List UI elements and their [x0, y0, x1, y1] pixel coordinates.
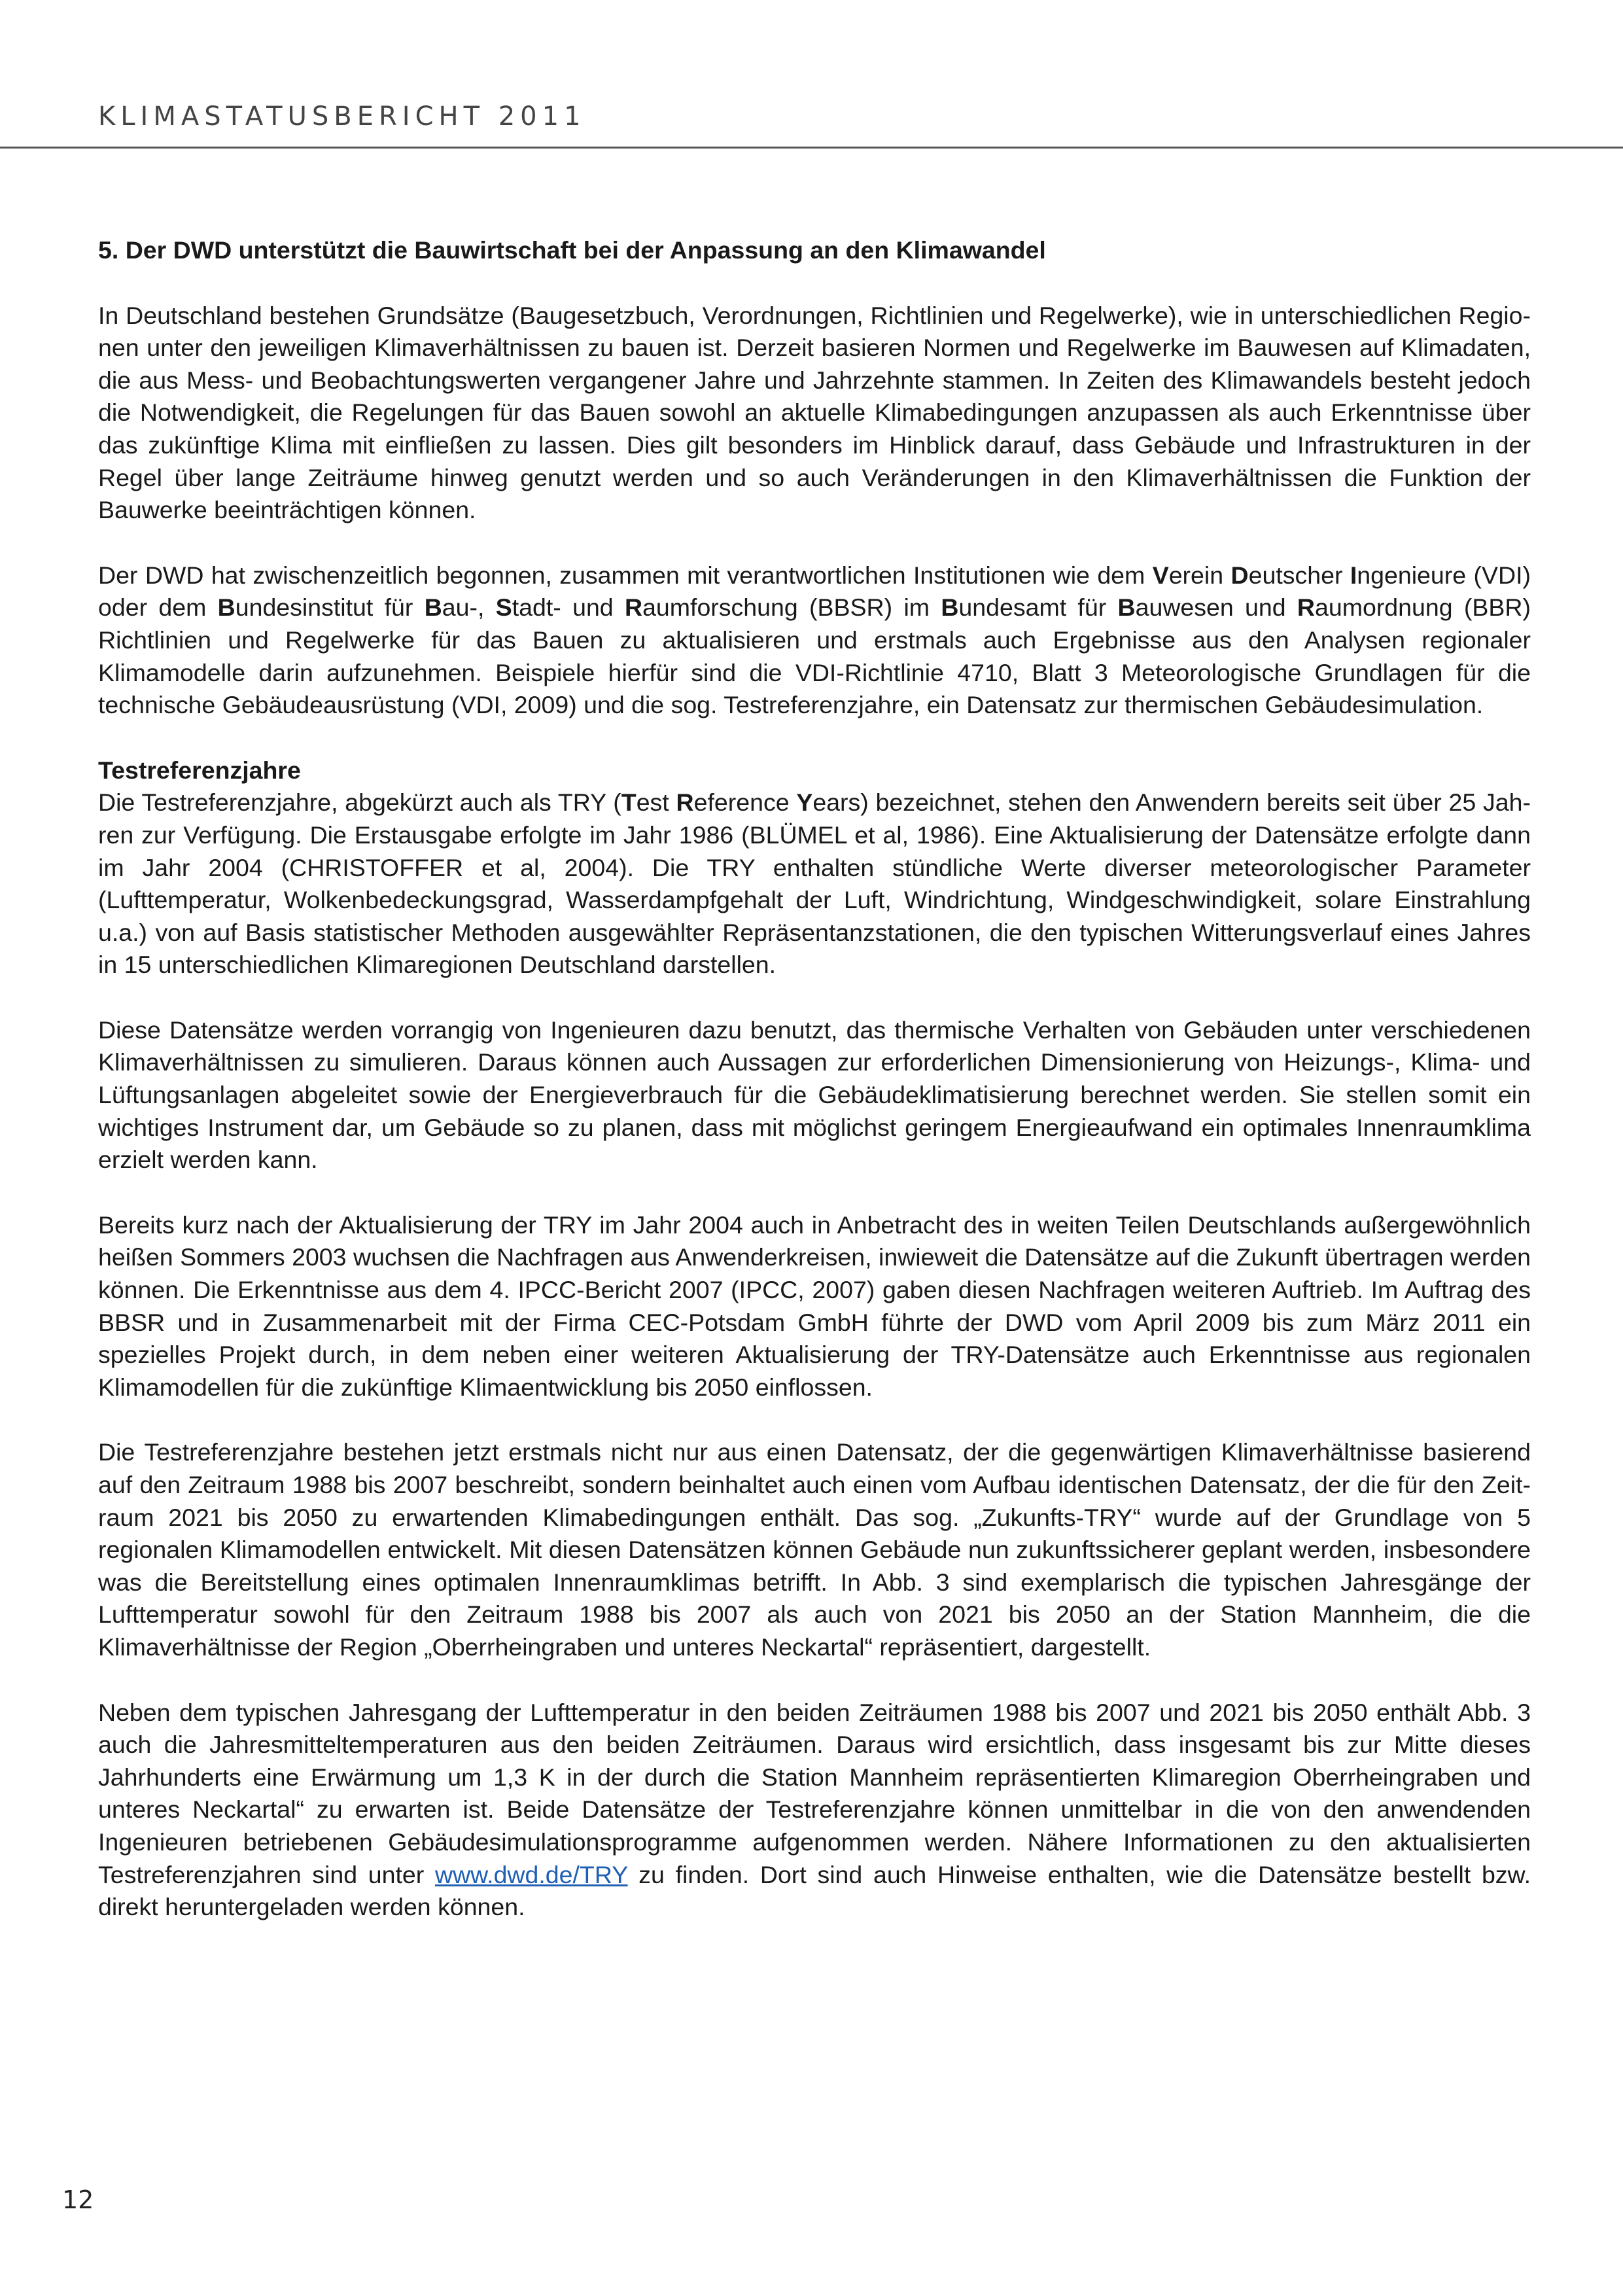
paragraph-1: In Deutschland bestehen Grundsätze (Baugesetzbuch, Verordnungen, Richtlinien und Regelwerke), wie in unterschiedlichen Regionen unter den jeweiligen Klimaverhältnissen zu bauen ist. Derzeit basieren Normen und Regelwerke im Bauwesen auf Klimadaten, die aus Mess- und Beobachtungswerten vergangener Jahre und Jahrzehnte stammen. In Zeiten des Klimawandels besteht jedoch die Notwendigkeit, die Regelungen für das Bauen sowohl an aktuelle Klimabedingungen anzupassen als auch Erkenntnisse über das zukünftige Klima mit einfließen zu lassen. Dies gilt besonders im Hinblick darauf, dass Gebäude und Infrastrukturen in der Regel über lange Zeiträume hinweg genutzt werden und so auch Veränderungen in den Klimaverhältnissen die Funktion der Bauwerke beeinträchtigen können. — [98, 301, 1531, 524]
initial-letter: B — [1117, 593, 1136, 622]
initial-letter: D — [1230, 561, 1249, 589]
initial-letter: B — [941, 593, 959, 622]
text-span: auwesen und — [1135, 593, 1297, 622]
text-span: erein — [1168, 561, 1231, 589]
text-span: est — [636, 788, 676, 817]
paragraph-6: Die Testreferenzjahre bestehen jetzt erstmals nicht nur aus einen Datensatz, der die gegenwärtigen Klimaverhältnisse basierend auf den Zeitraum 1988 bis 2007 beschreibt, sondern beinhaltet auch einen vom Aufbau identischen Datensatz, der die für den Zeitraum 2021 bis 2050 zu erwartenden Klimabedingungen enthält. Das sog. „Zukunfts-TRY“ wurde auf der Grundlage von 5 regionalen Klimamodellen entwickelt. Mit diesen Datensätzen können Gebäude nun zukunftssicherer geplant werden, insbesondere was die Bereitstellung eines optimalen Innenraumklimas betrifft. In Abb. 3 sind exemplarisch die typischen Jahresgänge der Lufttemperatur sowohl für den Zeitraum 1988 bis 2007 als auch von 2021 bis 2050 an der Station Mannheim, die die Klimaverhältnisse der Region „Oberrheingraben und unteres Neckartal“ repräsentiert, dargestellt. — [98, 1438, 1531, 1661]
paragraph-4: Diese Datensätze werden vorrangig von Ingenieuren dazu benutzt, das thermische Verhalten von Gebäuden unter verschiedenen Klimaverhältnissen zu simulieren. Daraus können auch Aussagen zur erforderlichen Dimensionierung von Heizungs-, Klima- und Lüftungsanlagen abgeleitet sowie der Energieverbrauch für die Gebäudeklimatisierung berechnet werden. Sie stellen somit ein wichtiges Instrument dar, um Gebäude so zu planen, dass mit möglichst geringem Energieaufwand ein optimales Innenraumklima erzielt werden kann. — [98, 1016, 1531, 1174]
text-span: aumordnung (BBR) Richtlinien und Regelwerke für das Bauen zu aktualisieren und erstmals auch Ergebnisse aus den Analysen regionaler Klimamodelle darin aufzunehmen. Beispiele hierfür sind die VDI-Richtlinie 4710, Blatt 3 Meteorologische Grundlagen für die technische Gebäudeausrüstung (VDI, 2009) und die sog. Testreferenzjahre, ein Datensatz zur thermischen Gebäudesimulation. — [98, 593, 1531, 719]
paragraph-3 — [98, 786, 1531, 981]
article-body — [98, 234, 1531, 1956]
paragraph-7 — [98, 1697, 1531, 1924]
paragraph-2 — [98, 559, 1531, 722]
initial-letter: T — [621, 788, 637, 817]
initial-letter: S — [495, 593, 512, 622]
running-header-title: KLIMASTATUSBERICHT 2011 — [98, 101, 586, 132]
text-span: undesamt für — [958, 593, 1118, 622]
paragraph-5: Bereits kurz nach der Aktualisierung der TRY im Jahr 2004 auch in Anbetracht des in weiten Teilen Deutschlands außergewöhnlich heißen Sommers 2003 wuchsen die Nachfragen aus Anwenderkreisen, inwieweit die Datensätze auf die Zukunft übertragen werden können. Die Erkenntnisse aus dem 4. IPCC-Bericht 2007 (IPCC, 2007) gaben diesen Nachfragen weiteren Auftrieb. Im Auftrag des BBSR und in Zusammenarbeit mit der Firma CEC-Potsdam GmbH führte der DWD vom April 2009 bis zum März 2011 ein spezielles Projekt durch, in dem neben einer weiteren Aktualisierung der TRY-Datensätze auch Erkenntnisse aus regionalen Klimamodellen für die zukünftige Klimaentwicklung bis 2050 einflossen. — [98, 1210, 1531, 1401]
initial-letter: B — [424, 593, 442, 622]
text-span: eutscher — [1248, 561, 1350, 589]
text-span: Die Testreferenzjahre, abgekürzt auch als TRY ( — [98, 788, 621, 817]
text-span: ears) bezeichnet, stehen den Anwendern bereits seit über 25 Jahren zur Verfügung. Die Erstausgabe erfolgte im Jahr 1986 (BLÜMEL et al, 1986). Eine Aktualisierung der Datensätze erfolgte dann im Jahr 2004 (CHRISTOFFER et al, 2004). Die TRY enthalten stündliche Werte diverser meteorologischer Parameter (Lufttemperatur, Wolkenbedeckungsgrad, Wasserdampfgehalt der Luft, Windrichtung, Windgeschwindigkeit, solare Einstrahlung u.a.) von auf Basis statistischer Methoden ausgewählter Repräsentanzstationen, die den typischen Witterungsverlauf eines Jahres in 15 unterschiedlichen Klimaregionen Deutschland darstellen. — [98, 788, 1531, 979]
text-span: Der DWD hat zwischenzeitlich begonnen, zusammen mit verantwortlichen Institutionen wie dem — [98, 561, 1153, 589]
text-span: aumforschung (BBSR) im — [642, 593, 941, 622]
initial-letter: B — [217, 593, 236, 622]
initial-letter: R — [1297, 593, 1316, 622]
text-span: ngenieure (VDI) oder dem — [98, 561, 1531, 622]
initial-letter: I — [1350, 561, 1357, 589]
initial-letter: R — [676, 788, 694, 817]
text-span: Neben dem typischen Jahresgang der Lufttemperatur in den beiden Zeiträumen 1988 bis 2007 und 2021 bis 2050 enthält Abb. 3 auch die Jahresmitteltemperaturen aus den beiden Zeiträumen. Daraus wird ersichtlich, dass insgesamt bis zur Mitte dieses Jahrhunderts eine Erwärmung um 1,3 K in der durch die Station Mannheim repräsentierten Klimaregion Oberrheingraben und unteres Neckartal“ zu erwarten ist. Beide Datensätze der Testreferenzjahre können unmittelbar in die von den anwendenden Ingenieuren betriebenen Gebäudesimulationsprogramme aufgenommen werden. Nähere Informationen zu den aktualisierten Testreferenzjahren sind unter — [98, 1698, 1531, 1888]
text-span: tadt- und — [512, 593, 625, 622]
initial-letter: V — [1152, 561, 1169, 589]
initial-letter: Y — [796, 788, 813, 817]
try-link[interactable]: www.dwd.de/TRY — [434, 1860, 628, 1888]
text-span: zu finden. Dort sind auch Hinweise enthalten, wie die Datensätze bestellt bzw. direkt heruntergeladen werden können. — [98, 1860, 1531, 1921]
section-title: 5. Der DWD unterstützt die Bauwirtschaft bei der Anpassung an den Klimawandel — [98, 236, 1046, 264]
text-span: undesinstitut für — [235, 593, 425, 622]
header-divider — [0, 147, 1623, 149]
text-span: eference — [693, 788, 797, 817]
initial-letter: R — [624, 593, 643, 622]
subheading-testreferenzjahre: Testreferenzjahre — [98, 756, 301, 784]
text-span: au-, — [442, 593, 496, 622]
page-number: 12 — [62, 2185, 94, 2214]
